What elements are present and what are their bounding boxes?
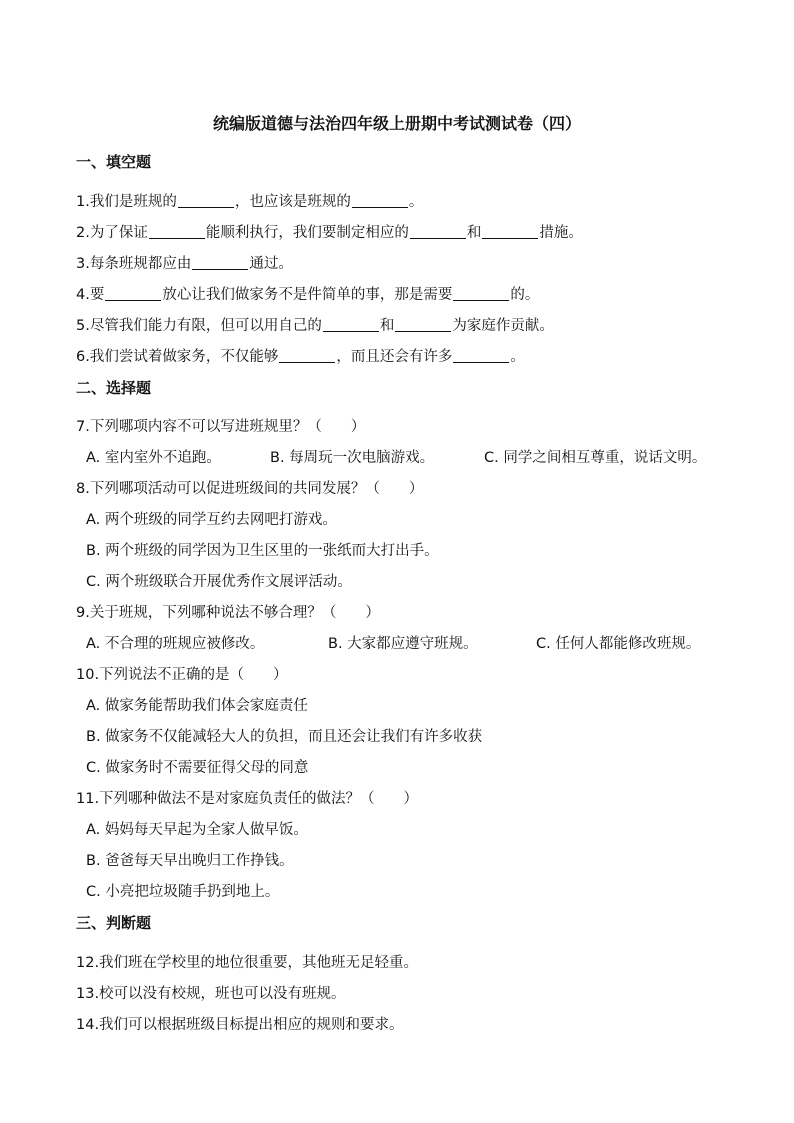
option-c[interactable]: C. 同学之间相互尊重，说话文明。 [484, 450, 707, 466]
q3-text-2: 通过。 [249, 256, 293, 272]
option-a[interactable]: A. 妈妈每天早起为全家人做早饭。 [86, 822, 308, 838]
option-b[interactable]: B. 大家都应遵守班规。 [328, 636, 478, 652]
q2-text-1: 2.为了保证 [76, 225, 148, 241]
answer-blank[interactable] [323, 315, 379, 332]
question-9-options [86, 632, 726, 656]
section-judge-heading: 三、判断题 [76, 914, 152, 932]
answer-blank[interactable] [178, 191, 234, 208]
answer-blank[interactable] [410, 222, 466, 239]
q5-text-1: 5.尽管我们能力有限，但可以用自己的 [76, 318, 322, 334]
answer-blank[interactable] [453, 346, 509, 363]
q5-text-3: 为家庭作贡献。 [452, 318, 554, 334]
question-10-stem: 10.下列说法不正确的是（ ） [76, 667, 288, 683]
option-c[interactable]: C. 小亮把垃圾随手扔到地上。 [86, 884, 280, 900]
option-a[interactable]: A. 两个班级的同学互约去网吧打游戏。 [86, 512, 337, 528]
q1-text-2: ，也应该是班规的 [234, 194, 351, 210]
answer-blank[interactable] [395, 315, 451, 332]
answer-blank[interactable] [352, 191, 408, 208]
answer-blank[interactable] [482, 222, 538, 239]
answer-blank[interactable] [105, 284, 161, 301]
question-13: 13.校可以没有校规，班也可以没有班规。 [76, 986, 346, 1002]
option-a[interactable]: A. 室内室外不追跑。 [86, 450, 221, 466]
question-2 [76, 221, 583, 245]
section-choice-heading: 二、选择题 [76, 379, 152, 397]
q6-text-2: ，而且还会有许多 [336, 349, 453, 365]
option-b[interactable]: B. 两个班级的同学因为卫生区里的一张纸而大打出手。 [86, 543, 439, 559]
q4-text-2: 放心让我们做家务不是件简单的事，那是需要 [162, 287, 453, 303]
question-11-stem: 11.下列哪种做法不是对家庭负责任的做法？（ ） [76, 791, 419, 807]
option-a[interactable]: A. 不合理的班规应被修改。 [86, 636, 265, 652]
q6-text-3: 。 [510, 349, 525, 365]
answer-blank[interactable] [279, 346, 335, 363]
question-7-stem: 7.下列哪项内容不可以写进班规里？（ ） [76, 419, 366, 435]
question-7-options [86, 446, 726, 470]
q5-text-2: 和 [379, 318, 395, 334]
question-3 [76, 252, 293, 276]
question-4 [76, 283, 539, 307]
q6-text-1: 6.我们尝试着做家务，不仅能够 [76, 349, 279, 365]
option-c[interactable]: C. 两个班级联合开展优秀作文展评活动。 [86, 574, 352, 590]
answer-blank[interactable] [453, 284, 509, 301]
question-1 [76, 190, 423, 214]
question-14: 14.我们可以根据班级目标提出相应的规则和要求。 [76, 1017, 404, 1033]
q4-text-1: 4.要 [76, 287, 105, 303]
q2-text-3: 和 [466, 225, 482, 241]
option-a[interactable]: A. 做家务能帮助我们体会家庭责任 [86, 698, 308, 714]
answer-blank[interactable] [149, 222, 205, 239]
q1-text-1: 1.我们是班规的 [76, 194, 177, 210]
question-8-stem: 8.下列哪项活动可以促进班级间的共同发展？（ ） [76, 481, 424, 497]
question-6 [76, 345, 525, 369]
q2-text-4: 措施。 [539, 225, 583, 241]
section-fill-heading: 一、填空题 [76, 153, 152, 171]
question-9-stem: 9.关于班规，下列哪种说法不够合理？（ ） [76, 605, 380, 621]
option-c[interactable]: C. 任何人都能修改班规。 [536, 636, 701, 652]
question-12: 12.我们班在学校里的地位很重要，其他班无足轻重。 [76, 955, 419, 971]
option-b[interactable]: B. 爸爸每天早出晚归工作挣钱。 [86, 853, 294, 869]
q2-text-2: 能顺利执行，我们要制定相应的 [205, 225, 409, 241]
answer-blank[interactable] [192, 253, 248, 270]
exam-title: 统编版道德与法治四年级上册期中考试测试卷（四） [212, 114, 581, 133]
option-b[interactable]: B. 每周玩一次电脑游戏。 [270, 450, 435, 466]
option-b[interactable]: B. 做家务不仅能减轻大人的负担，而且还会让我们有许多收获 [86, 729, 483, 745]
q4-text-3: 的。 [510, 287, 540, 303]
question-5 [76, 314, 554, 338]
q3-text-1: 3.每条班规都应由 [76, 256, 192, 272]
q1-text-3: 。 [408, 194, 424, 210]
option-c[interactable]: C. 做家务时不需要征得父母的同意 [86, 760, 309, 776]
